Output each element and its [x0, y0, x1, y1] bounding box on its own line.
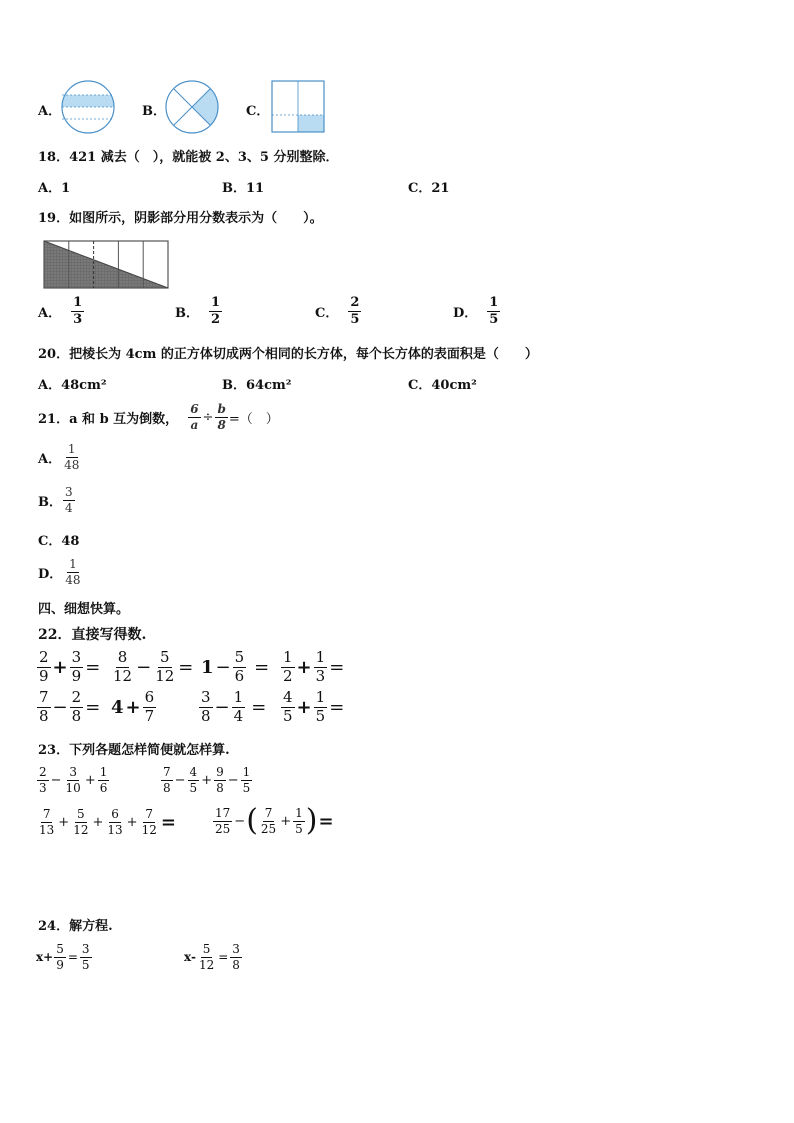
q19-option-d: D． $\frac{1}{5}$: [453, 295, 499, 327]
q18-text: 18．421 减去（ ），就能被 2、3、5 分别整除．: [38, 150, 339, 165]
q17-figure-c: [270, 80, 326, 134]
q22-title: 22．直接写得数.: [38, 627, 147, 643]
fraction: $\frac{3}{8}$: [232, 942, 240, 972]
fraction: $\frac{2}{9}$: [39, 648, 49, 685]
q17-option-b-label: B．: [142, 104, 166, 119]
q19-option-b: B． $\frac{1}{2}$: [175, 295, 221, 327]
fraction: $\frac{5}{12}$: [155, 648, 175, 685]
fraction: $\frac{17}{25}$: [215, 805, 231, 836]
fraction: $\frac{1}{5}$: [242, 765, 251, 795]
q21-option-b: B． $\frac{3}{4}$: [38, 485, 73, 515]
fraction: $\frac{2}{3}$: [39, 765, 47, 795]
fraction: $\frac{7}{8}$: [39, 688, 49, 725]
fraction: $\frac{1}{5}$: [295, 805, 303, 836]
q17-option-c-label: C．: [246, 104, 270, 119]
fraction: $\frac{3}{5}$: [81, 942, 90, 972]
fraction: $\frac{1}{48}$: [65, 557, 81, 587]
q20-option-a: A．48cm²: [38, 378, 107, 393]
q21-option-c: C．48: [38, 534, 80, 549]
q18-option-c: C．21: [408, 181, 450, 196]
fraction: $\frac{4}{5}$: [283, 688, 293, 725]
q22-expr-r2-2: 4 + $\frac{6}{7}$: [111, 688, 155, 725]
q20-text: 20．把棱长为 4cm 的正方体切成两个相同的长方体，每个长方体的表面积是（ ）: [38, 347, 538, 362]
q22-expr-r1-3: 1 − $\frac{5}{6}$ =: [201, 648, 270, 685]
q20-option-b: B．64cm²: [222, 378, 292, 393]
fraction: $\frac{7}{8}$: [163, 765, 171, 795]
fraction: $\frac{1}{48}$: [64, 442, 80, 472]
q19-figure: [42, 239, 172, 291]
fraction: $\frac{5}{9}$: [56, 942, 64, 972]
fraction: $\frac{4}{5}$: [189, 765, 198, 795]
fraction: $\frac{6}{7}$: [144, 688, 155, 725]
fraction: $\frac{6}{13}$: [107, 807, 123, 837]
fraction: $\frac{5}{12}$: [73, 807, 89, 837]
q23-title: 23．下列各题怎样简便就怎样算.: [38, 743, 230, 758]
q23-expr-2: $\frac{7}{8}$ − $\frac{4}{5}$ + $\frac{9}{8}$ − $\frac{1}{5}$: [163, 765, 251, 795]
q24-title: 24．解方程.: [38, 919, 113, 934]
q22-expr-r2-4: $\frac{4}{5}$ + $\frac{1}{5}$ =: [283, 688, 345, 725]
fraction: $\frac{8}{12}$: [113, 648, 133, 685]
q21-option-a: A． $\frac{1}{48}$: [38, 442, 80, 472]
fraction: $\frac{7}{12}$: [141, 807, 157, 837]
fraction: $\frac{2}{5}$: [350, 295, 360, 327]
q22-expr-r2-1: $\frac{7}{8}$ − $\frac{2}{8}$ =: [39, 688, 101, 725]
q17-figure-b: [164, 80, 220, 134]
q22-expr-r1-4: $\frac{1}{2}$ + $\frac{1}{3}$ =: [283, 648, 345, 685]
q24-equation-2: x- $\frac{5}{12}$ = $\frac{3}{8}$: [184, 942, 240, 972]
q17-option-a-label: A．: [38, 104, 62, 119]
fraction: $\frac{3}{10}$: [65, 765, 81, 795]
q18-option-a: A．1: [38, 181, 71, 196]
q18-option-b: B．11: [222, 181, 265, 196]
fraction: $\frac{3}{4}$: [65, 485, 73, 515]
fraction: $\frac{7}{13}$: [39, 807, 55, 837]
q17-figure-a: [60, 80, 116, 134]
fraction: $\frac{1}{3}$: [73, 295, 83, 327]
q21-option-d: D． $\frac{1}{48}$: [38, 557, 81, 587]
q19-text: 19．如图所示，阴影部分用分数表示为（ ）。: [38, 211, 323, 226]
fraction: $\frac{1}{5}$: [489, 295, 499, 327]
left-paren: (: [246, 803, 258, 838]
fraction: $\frac{1}{5}$: [315, 688, 326, 725]
fraction: $\frac{1}{2}$: [211, 295, 221, 327]
q21-text: 21．a 和 b 互为倒数， $\frac{6}{a}$ ÷ $\frac{b}{8}$ =（ ）: [38, 402, 279, 432]
q23-expr-4: $\frac{17}{25}$ − ( $\frac{7}{25}$ + $\frac{1}{5}$ ) =: [215, 803, 334, 838]
fraction: $\frac{5}{12}$: [198, 942, 215, 972]
q19-option-c: C． $\frac{2}{5}$: [315, 295, 360, 327]
q23-expr-3: $\frac{7}{13}$ + $\frac{5}{12}$ + $\frac{6}{13}$ + $\frac{7}{12}$ =: [39, 807, 176, 837]
q24-equation-1: x+ $\frac{5}{9}$ = $\frac{3}{5}$: [36, 942, 90, 972]
q19-option-a: A． $\frac{1}{3}$: [38, 295, 83, 327]
fraction: $\frac{1}{3}$: [315, 648, 326, 685]
q22-expr-r2-3: $\frac{3}{8}$ − $\frac{1}{4}$ =: [201, 688, 267, 725]
fraction: $\frac{2}{8}$: [71, 688, 82, 725]
fraction: $\frac{5}{6}$: [234, 648, 245, 685]
fraction: $\frac{3}{8}$: [201, 688, 211, 725]
fraction: $\frac{1}{4}$: [233, 688, 244, 725]
q22-expr-r1-2: $\frac{8}{12}$ − $\frac{5}{12}$ =: [113, 648, 194, 685]
q23-expr-1: $\frac{2}{3}$ − $\frac{3}{10}$ + $\frac{1}{6}$: [39, 765, 108, 795]
q22-expr-r1-1: $\frac{2}{9}$ + $\frac{3}{9}$ =: [39, 648, 101, 685]
fraction: $\frac{1}{6}$: [99, 765, 108, 795]
q20-option-c: C．40cm²: [408, 378, 477, 393]
fraction: $\frac{1}{2}$: [283, 648, 293, 685]
fraction: $\frac{6}{a}$: [190, 402, 199, 432]
right-paren: ): [305, 803, 318, 838]
section-heading: 四、细想快算。: [38, 602, 130, 617]
fraction: $\frac{9}{8}$: [216, 765, 224, 795]
fraction: $\frac{7}{25}$: [260, 805, 277, 836]
fraction: $\frac{b}{8}$: [217, 402, 226, 432]
fraction: $\frac{3}{9}$: [71, 648, 82, 685]
